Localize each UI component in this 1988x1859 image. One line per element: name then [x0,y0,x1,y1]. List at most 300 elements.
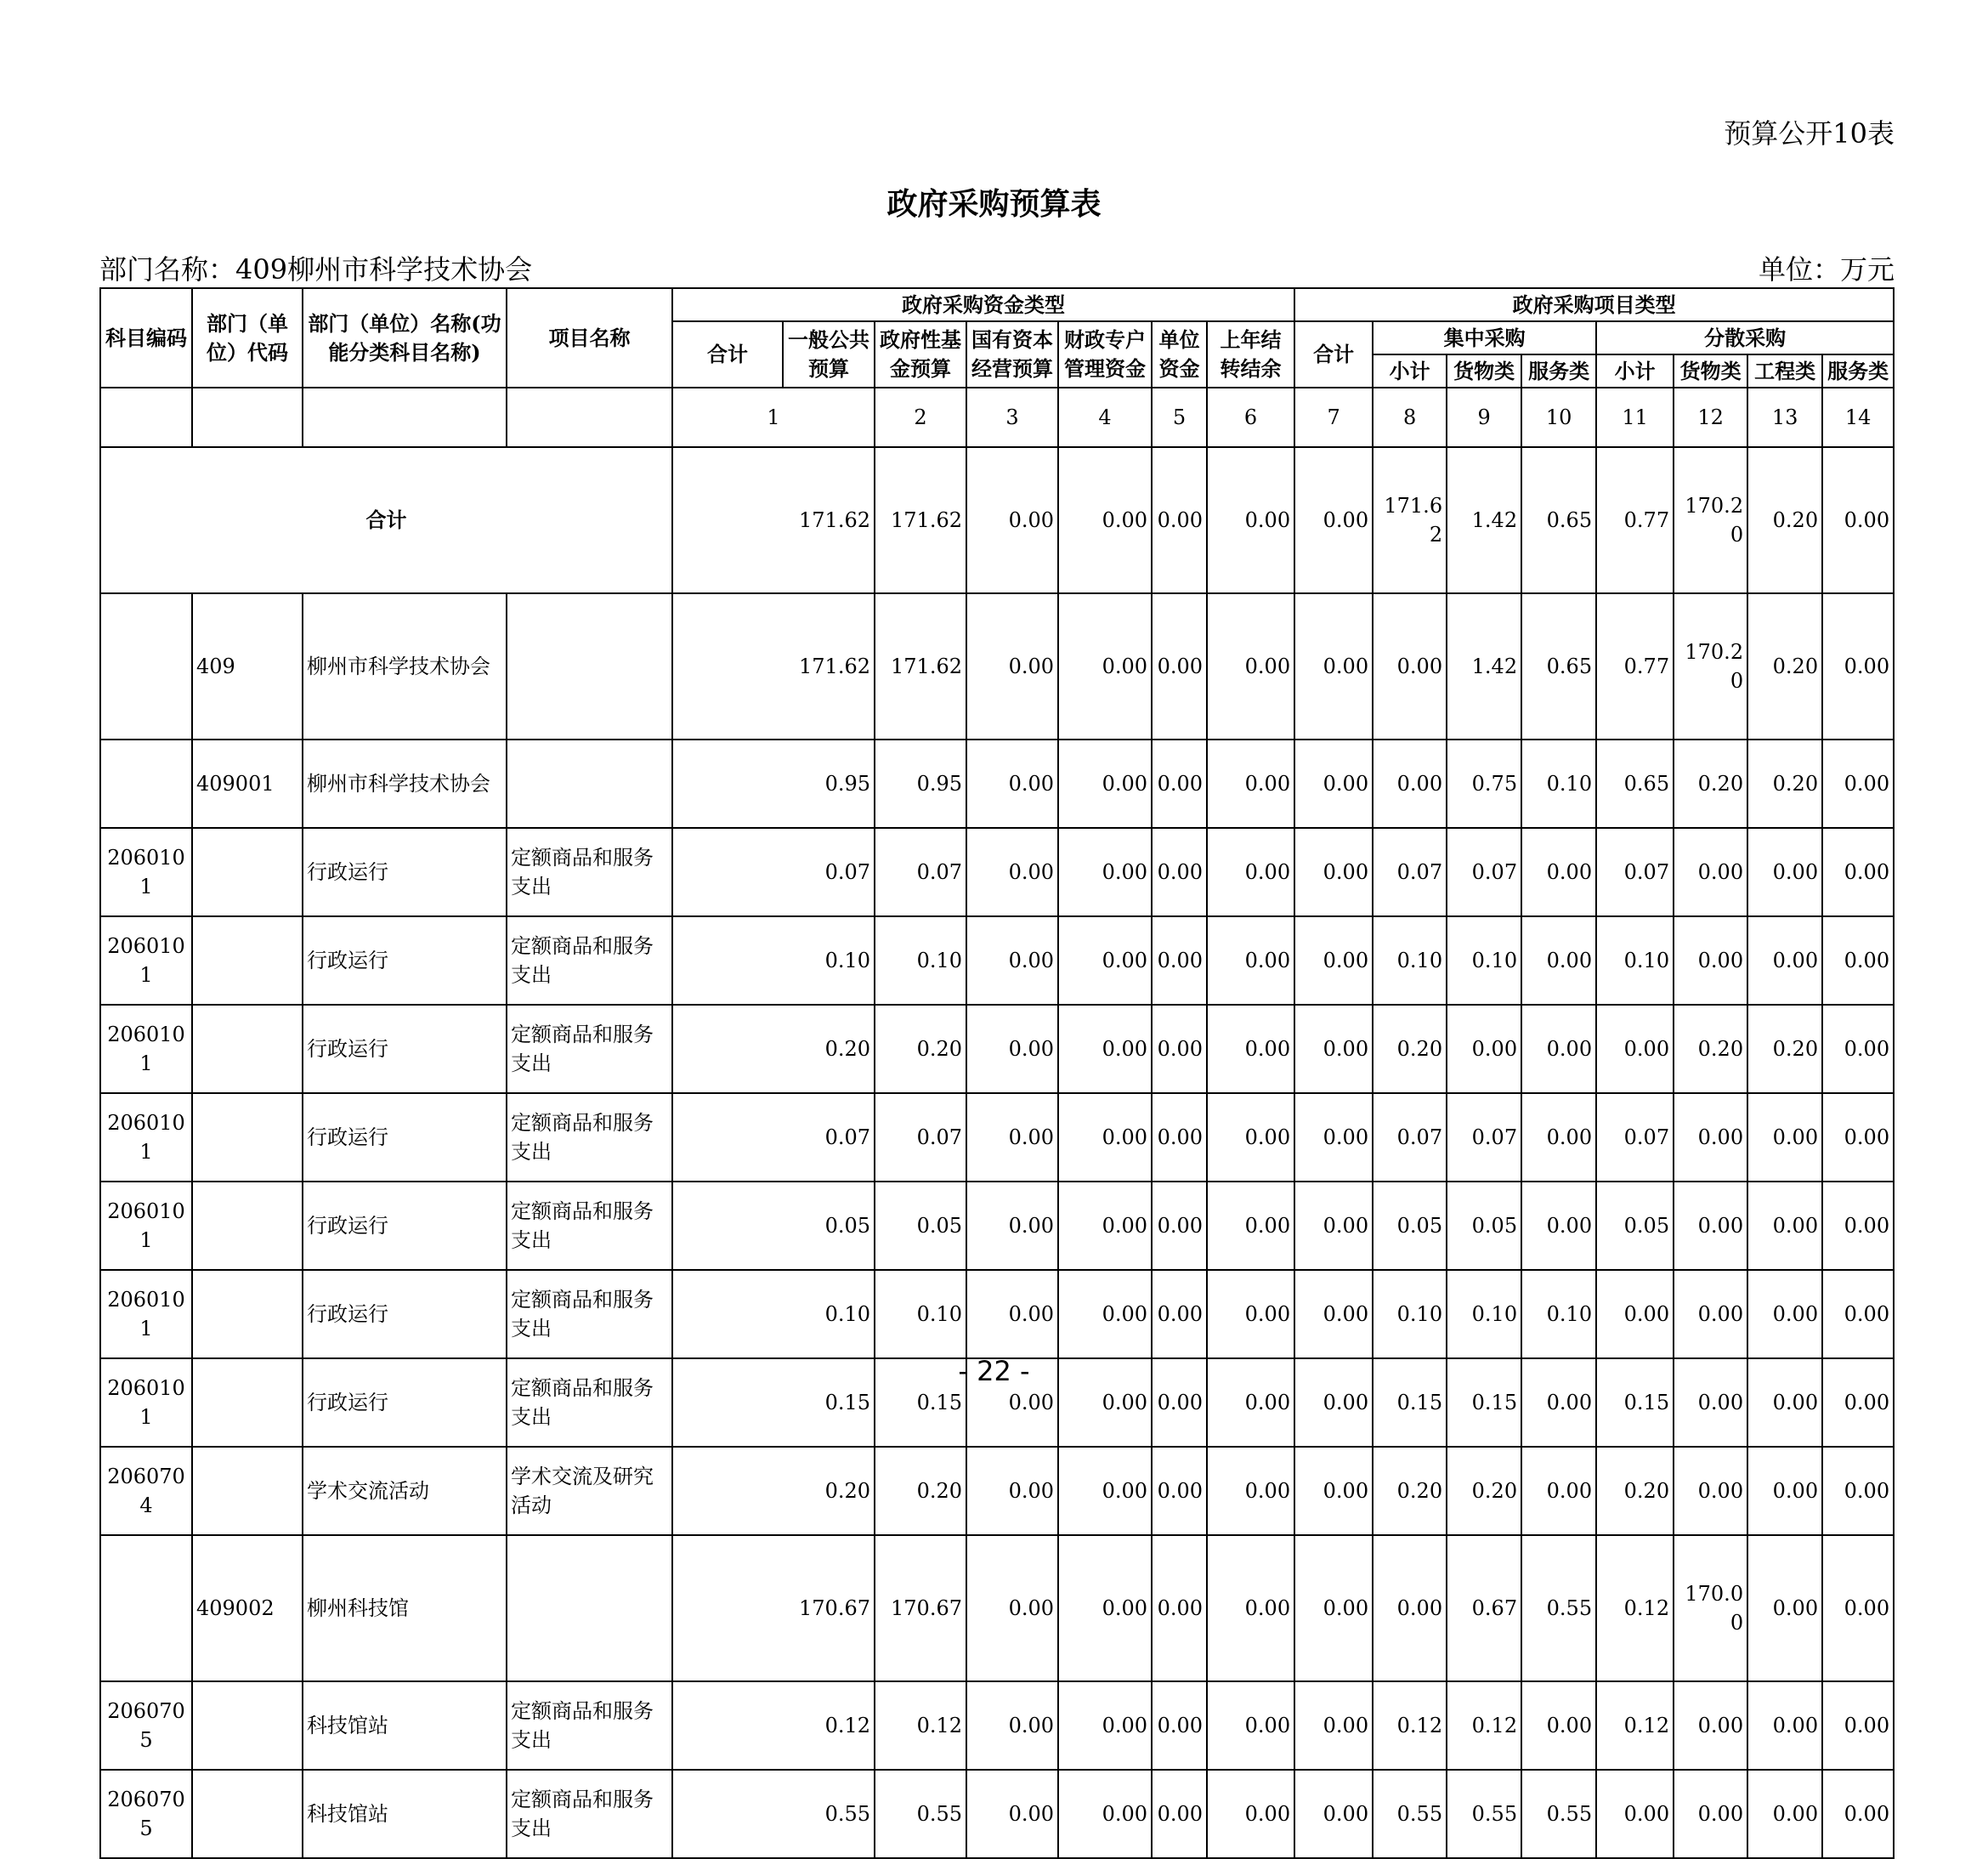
header-dispersed-services: 服务类 [1822,354,1894,388]
value-cell: 0.00 [1373,593,1447,740]
value-cell: 0.15 [672,1358,875,1447]
value-cell: 0.00 [1521,916,1596,1005]
column-index: 6 [1207,388,1294,447]
subject-code-cell [100,740,192,828]
value-cell: 0.00 [1294,1681,1373,1770]
value-cell: 171.62 [672,447,875,593]
value-cell: 0.00 [1207,1182,1294,1270]
value-cell: 0.00 [1822,1447,1894,1535]
value-cell: 0.00 [1822,1770,1894,1858]
table-reference: 预算公开10表 [1724,117,1895,150]
value-cell: 0.65 [1521,593,1596,740]
value-cell: 0.00 [1207,1681,1294,1770]
table-row [100,740,1894,828]
value-cell: 0.55 [1447,1770,1521,1858]
value-cell: 0.00 [1207,447,1294,593]
value-cell: 0.12 [875,1681,966,1770]
project-name-cell: 定额商品和服务支出 [507,1182,672,1270]
value-cell: 0.05 [1373,1182,1447,1270]
value-cell: 0.00 [1294,1005,1373,1093]
value-cell: 0.00 [1152,1093,1207,1182]
value-cell: 0.00 [1207,1093,1294,1182]
value-cell: 0.00 [1822,1358,1894,1447]
value-cell: 0.00 [1152,1182,1207,1270]
value-cell: 0.00 [1674,828,1747,916]
value-cell: 0.00 [1747,1770,1822,1858]
value-cell: 0.12 [672,1681,875,1770]
value-cell: 0.00 [1822,828,1894,916]
header-dispersed-subtotal: 小计 [1596,354,1674,388]
project-name-cell: 定额商品和服务支出 [507,1093,672,1182]
value-cell: 0.20 [1747,740,1822,828]
value-cell: 0.00 [1207,1005,1294,1093]
value-cell: 0.00 [1058,1093,1152,1182]
header-carryover: 上年结转结余 [1207,321,1294,388]
value-cell: 0.00 [1152,593,1207,740]
subject-code-cell: 2060101 [100,828,192,916]
dept-code-cell [192,828,303,916]
table-row [100,593,1894,740]
value-cell: 0.95 [672,740,875,828]
value-cell: 0.00 [1521,1447,1596,1535]
header-dispersed-goods: 货物类 [1674,354,1747,388]
subject-code-cell: 2060101 [100,1182,192,1270]
project-name-cell: 定额商品和服务支出 [507,1358,672,1447]
value-cell: 0.07 [1373,828,1447,916]
project-name-cell [507,740,672,828]
table-row [100,1447,1894,1535]
table-body [100,447,1894,1858]
project-name-cell: 定额商品和服务支出 [507,1770,672,1858]
value-cell: 0.00 [1152,1770,1207,1858]
dept-name-cell: 行政运行 [303,1005,507,1093]
dept-name-cell: 行政运行 [303,1182,507,1270]
value-cell: 0.20 [1674,740,1747,828]
value-cell: 0.00 [1207,593,1294,740]
value-cell: 0.20 [1447,1447,1521,1535]
value-cell: 0.00 [1152,828,1207,916]
value-cell: 0.00 [1294,740,1373,828]
value-cell: 0.00 [1058,1681,1152,1770]
value-cell: 0.10 [875,916,966,1005]
value-cell: 0.00 [1152,1447,1207,1535]
value-cell: 0.75 [1447,740,1521,828]
value-cell: 0.00 [1207,740,1294,828]
dept-code-cell: 409001 [192,740,303,828]
value-cell: 0.00 [1674,1270,1747,1358]
value-cell: 0.15 [1373,1358,1447,1447]
subject-code-cell: 2060704 [100,1447,192,1535]
header-central-services: 服务类 [1521,354,1596,388]
procurement-budget-table [99,287,1895,1859]
value-cell: 0.00 [1373,1535,1447,1681]
value-cell: 0.07 [1596,1093,1674,1182]
value-cell: 0.00 [1294,1093,1373,1182]
value-cell: 0.10 [672,916,875,1005]
project-name-cell: 学术交流及研究活动 [507,1447,672,1535]
value-cell: 0.12 [1596,1681,1674,1770]
department-name: 部门名称：409柳州市科学技术协会 [99,253,533,286]
table-row [100,447,1894,593]
value-cell: 0.65 [1596,740,1674,828]
value-cell: 0.00 [1058,1447,1152,1535]
value-cell: 0.00 [1747,1270,1822,1358]
value-cell: 0.00 [1822,740,1894,828]
value-cell: 0.00 [1521,1093,1596,1182]
value-cell: 0.00 [966,1681,1058,1770]
subject-code-cell: 2060101 [100,1093,192,1182]
value-cell: 170.20 [1674,593,1747,740]
value-cell: 0.00 [1058,1005,1152,1093]
value-cell: 0.00 [966,593,1058,740]
value-cell: 0.07 [1447,828,1521,916]
header-fund-type: 政府采购资金类型 [672,288,1294,321]
column-index: 2 [875,388,966,447]
table-row [100,1093,1894,1182]
value-cell: 0.00 [1521,1681,1596,1770]
value-cell: 0.00 [1058,1770,1152,1858]
dept-name-cell: 行政运行 [303,828,507,916]
value-cell: 0.07 [875,1093,966,1182]
value-cell: 0.12 [1596,1535,1674,1681]
dept-name-cell: 科技馆站 [303,1770,507,1858]
header-central-procurement: 集中采购 [1373,321,1596,354]
value-cell: 0.00 [1152,1535,1207,1681]
value-cell: 0.20 [672,1005,875,1093]
dept-code-cell [192,916,303,1005]
value-cell: 0.00 [1294,593,1373,740]
value-cell: 0.67 [1447,1535,1521,1681]
value-cell: 0.07 [672,1093,875,1182]
value-cell: 0.10 [1521,1270,1596,1358]
value-cell: 1.42 [1447,447,1521,593]
value-cell: 0.00 [1373,740,1447,828]
dept-code-cell: 409002 [192,1535,303,1681]
header-dispersed-engineering: 工程类 [1747,354,1822,388]
value-cell: 0.07 [1596,828,1674,916]
value-cell: 0.00 [1058,916,1152,1005]
table-row [100,1270,1894,1358]
value-cell: 0.12 [1447,1681,1521,1770]
value-cell: 0.00 [1747,1681,1822,1770]
value-cell: 0.15 [1447,1358,1521,1447]
header-total: 合计 [672,321,783,388]
column-index: 3 [966,388,1058,447]
column-index: 12 [1674,388,1747,447]
value-cell: 0.00 [1207,1770,1294,1858]
value-cell: 0.00 [1152,447,1207,593]
value-cell: 0.10 [1447,916,1521,1005]
column-index: 13 [1747,388,1822,447]
value-cell: 0.00 [1058,1358,1152,1447]
value-cell: 0.10 [875,1270,966,1358]
value-cell: 0.00 [1747,1447,1822,1535]
value-cell: 0.00 [1822,1535,1894,1681]
value-cell: 0.00 [1058,828,1152,916]
value-cell: 0.00 [1207,1535,1294,1681]
value-cell: 0.77 [1596,593,1674,740]
value-cell: 0.00 [1747,1093,1822,1182]
value-cell: 0.05 [875,1182,966,1270]
value-cell: 171.62 [875,593,966,740]
value-cell: 171.62 [672,593,875,740]
value-cell: 0.00 [1058,1182,1152,1270]
value-cell: 0.00 [1058,1270,1152,1358]
header-dept-name: 部门（单位）名称(功能分类科目名称) [303,288,507,388]
value-cell: 0.00 [1674,1182,1747,1270]
value-cell: 0.00 [1822,1270,1894,1358]
value-cell: 0.00 [1674,1093,1747,1182]
value-cell: 170.00 [1674,1535,1747,1681]
column-index: 10 [1521,388,1596,447]
value-cell: 0.00 [966,1535,1058,1681]
value-cell: 0.00 [966,1270,1058,1358]
value-cell: 0.00 [1294,447,1373,593]
column-index: 4 [1058,388,1152,447]
column-index: 11 [1596,388,1674,447]
page-title: 政府采购预算表 [886,186,1102,222]
dept-name-cell: 行政运行 [303,916,507,1005]
subject-code-cell [100,1535,192,1681]
dept-code-cell [192,1447,303,1535]
value-cell: 0.00 [1294,1770,1373,1858]
value-cell: 0.00 [966,1770,1058,1858]
value-cell: 0.00 [1152,1358,1207,1447]
dept-name-cell: 学术交流活动 [303,1447,507,1535]
value-cell: 0.20 [672,1447,875,1535]
column-index: 14 [1822,388,1894,447]
value-cell: 0.00 [1521,1005,1596,1093]
value-cell: 0.00 [1207,828,1294,916]
dept-name-cell: 行政运行 [303,1270,507,1358]
value-cell: 170.67 [875,1535,966,1681]
value-cell: 0.20 [1747,593,1822,740]
value-cell: 0.00 [1521,828,1596,916]
dept-name-cell: 行政运行 [303,1358,507,1447]
project-name-cell: 定额商品和服务支出 [507,916,672,1005]
value-cell: 0.00 [966,1093,1058,1182]
value-cell: 0.07 [875,828,966,916]
value-cell: 170.67 [672,1535,875,1681]
value-cell: 0.00 [1207,1447,1294,1535]
dept-name-cell: 柳州市科学技术协会 [303,593,507,740]
value-cell: 0.10 [1596,916,1674,1005]
project-name-cell [507,593,672,740]
project-name-cell: 定额商品和服务支出 [507,1270,672,1358]
table-row [100,916,1894,1005]
value-cell: 0.00 [1152,1681,1207,1770]
value-cell: 0.12 [1373,1681,1447,1770]
value-cell: 0.20 [1596,1447,1674,1535]
column-index: 5 [1152,388,1207,447]
value-cell: 0.20 [875,1005,966,1093]
value-cell: 0.00 [1822,447,1894,593]
value-cell: 0.00 [1822,1093,1894,1182]
dept-code-cell [192,1770,303,1858]
value-cell: 0.05 [1447,1182,1521,1270]
value-cell: 0.10 [1521,740,1596,828]
value-cell: 0.10 [672,1270,875,1358]
value-cell: 170.20 [1674,447,1747,593]
header-special-account-fund: 财政专户管理资金 [1058,321,1152,388]
value-cell: 0.00 [1822,1681,1894,1770]
subject-code-cell: 2060101 [100,916,192,1005]
value-cell: 0.10 [1447,1270,1521,1358]
value-cell: 0.00 [1521,1358,1596,1447]
value-cell: 0.95 [875,740,966,828]
subject-code-cell: 2060705 [100,1681,192,1770]
value-cell: 0.00 [1058,447,1152,593]
value-cell: 0.55 [1521,1770,1596,1858]
value-cell: 0.00 [1674,1681,1747,1770]
value-cell: 0.00 [1674,1358,1747,1447]
value-cell: 0.00 [1747,1358,1822,1447]
value-cell: 0.00 [1822,593,1894,740]
value-cell: 0.00 [1058,1535,1152,1681]
header-gov-fund-budget: 政府性基金预算 [875,321,966,388]
subject-code-cell: 2060705 [100,1770,192,1858]
value-cell: 0.00 [1207,916,1294,1005]
column-index: 9 [1447,388,1521,447]
dept-code-cell [192,1182,303,1270]
value-cell: 0.07 [672,828,875,916]
value-cell: 0.00 [966,1447,1058,1535]
value-cell: 0.00 [1207,1358,1294,1447]
value-cell: 0.00 [1596,1770,1674,1858]
project-name-cell: 定额商品和服务支出 [507,828,672,916]
value-cell: 0.00 [966,447,1058,593]
project-name-cell: 定额商品和服务支出 [507,1005,672,1093]
dept-code-cell: 409 [192,593,303,740]
value-cell: 0.00 [1747,916,1822,1005]
value-cell: 0.77 [1596,447,1674,593]
value-cell: 0.00 [1294,1182,1373,1270]
value-cell: 0.20 [1747,447,1822,593]
value-cell: 0.20 [1674,1005,1747,1093]
value-cell: 0.00 [1152,1270,1207,1358]
value-cell: 0.15 [1596,1358,1674,1447]
column-index: 8 [1373,388,1447,447]
value-cell: 0.00 [1152,740,1207,828]
value-cell: 0.05 [672,1182,875,1270]
value-cell: 0.55 [672,1770,875,1858]
value-cell: 0.00 [1294,1447,1373,1535]
value-cell: 0.00 [1674,916,1747,1005]
value-cell: 0.00 [1747,1535,1822,1681]
table-row [100,1770,1894,1858]
value-cell: 0.00 [1152,1005,1207,1093]
value-cell: 0.00 [1058,740,1152,828]
value-cell: 0.00 [966,916,1058,1005]
value-cell: 0.07 [1373,1093,1447,1182]
value-cell: 0.00 [1674,1770,1747,1858]
dept-name-cell: 行政运行 [303,1093,507,1182]
table-row [100,828,1894,916]
value-cell: 0.00 [966,1182,1058,1270]
value-cell: 0.05 [1596,1182,1674,1270]
unit-label: 单位：万元 [1758,253,1895,286]
dept-name-cell: 科技馆站 [303,1681,507,1770]
header-dispersed-procurement: 分散采购 [1596,321,1894,354]
value-cell: 0.55 [1521,1535,1596,1681]
value-cell: 0.00 [1294,828,1373,916]
header-central-subtotal: 小计 [1373,354,1447,388]
dept-name-cell: 柳州市科学技术协会 [303,740,507,828]
dept-code-cell [192,1681,303,1770]
value-cell: 0.00 [1521,1182,1596,1270]
value-cell: 0.00 [966,1005,1058,1093]
total-label: 合计 [100,447,672,593]
table-row [100,1681,1894,1770]
subject-code-cell [100,593,192,740]
table-row [100,1182,1894,1270]
header-total-2: 合计 [1294,321,1373,388]
table-row [100,1005,1894,1093]
header-state-capital-budget: 国有资本经营预算 [966,321,1058,388]
page-number: - 22 - [958,1355,1030,1387]
value-cell: 0.00 [1207,1270,1294,1358]
project-name-cell [507,1535,672,1681]
value-cell: 0.00 [1447,1005,1521,1093]
value-cell: 0.65 [1521,447,1596,593]
column-index: 1 [672,388,875,447]
value-cell: 0.00 [966,740,1058,828]
subject-code-cell: 2060101 [100,1005,192,1093]
value-cell: 0.00 [1822,1182,1894,1270]
value-cell: 0.00 [1674,1447,1747,1535]
dept-name-cell: 柳州科技馆 [303,1535,507,1681]
value-cell: 1.42 [1447,593,1521,740]
value-cell: 0.00 [1294,1358,1373,1447]
header-subject-code: 科目编码 [100,288,192,388]
header-general-budget: 一般公共预算 [783,321,875,388]
value-cell: 0.00 [1294,1535,1373,1681]
header-project-name: 项目名称 [507,288,672,388]
dept-code-cell [192,1093,303,1182]
value-cell: 0.00 [1294,916,1373,1005]
project-name-cell: 定额商品和服务支出 [507,1681,672,1770]
value-cell: 0.00 [966,828,1058,916]
value-cell: 0.00 [1596,1005,1674,1093]
value-cell: 0.15 [875,1358,966,1447]
value-cell: 0.00 [1822,916,1894,1005]
value-cell: 0.07 [1447,1093,1521,1182]
value-cell: 0.00 [1294,1270,1373,1358]
value-cell: 0.00 [1747,1182,1822,1270]
value-cell: 0.00 [966,1358,1058,1447]
header-unit-fund: 单位资金 [1152,321,1207,388]
column-index: 7 [1294,388,1373,447]
value-cell: 0.20 [1373,1447,1447,1535]
value-cell: 171.62 [875,447,966,593]
value-cell: 0.10 [1373,916,1447,1005]
dept-code-cell [192,1270,303,1358]
subject-code-cell: 2060101 [100,1358,192,1447]
value-cell: 0.00 [1747,828,1822,916]
subject-code-cell: 2060101 [100,1270,192,1358]
value-cell: 0.20 [875,1447,966,1535]
value-cell: 0.20 [1373,1005,1447,1093]
header-project-type: 政府采购项目类型 [1294,288,1894,321]
header-central-goods: 货物类 [1447,354,1521,388]
value-cell: 0.00 [1058,593,1152,740]
value-cell: 0.00 [1822,1005,1894,1093]
value-cell: 0.10 [1373,1270,1447,1358]
value-cell: 0.00 [1152,916,1207,1005]
table-row [100,1535,1894,1681]
value-cell: 0.00 [1596,1270,1674,1358]
value-cell: 171.62 [1373,447,1447,593]
